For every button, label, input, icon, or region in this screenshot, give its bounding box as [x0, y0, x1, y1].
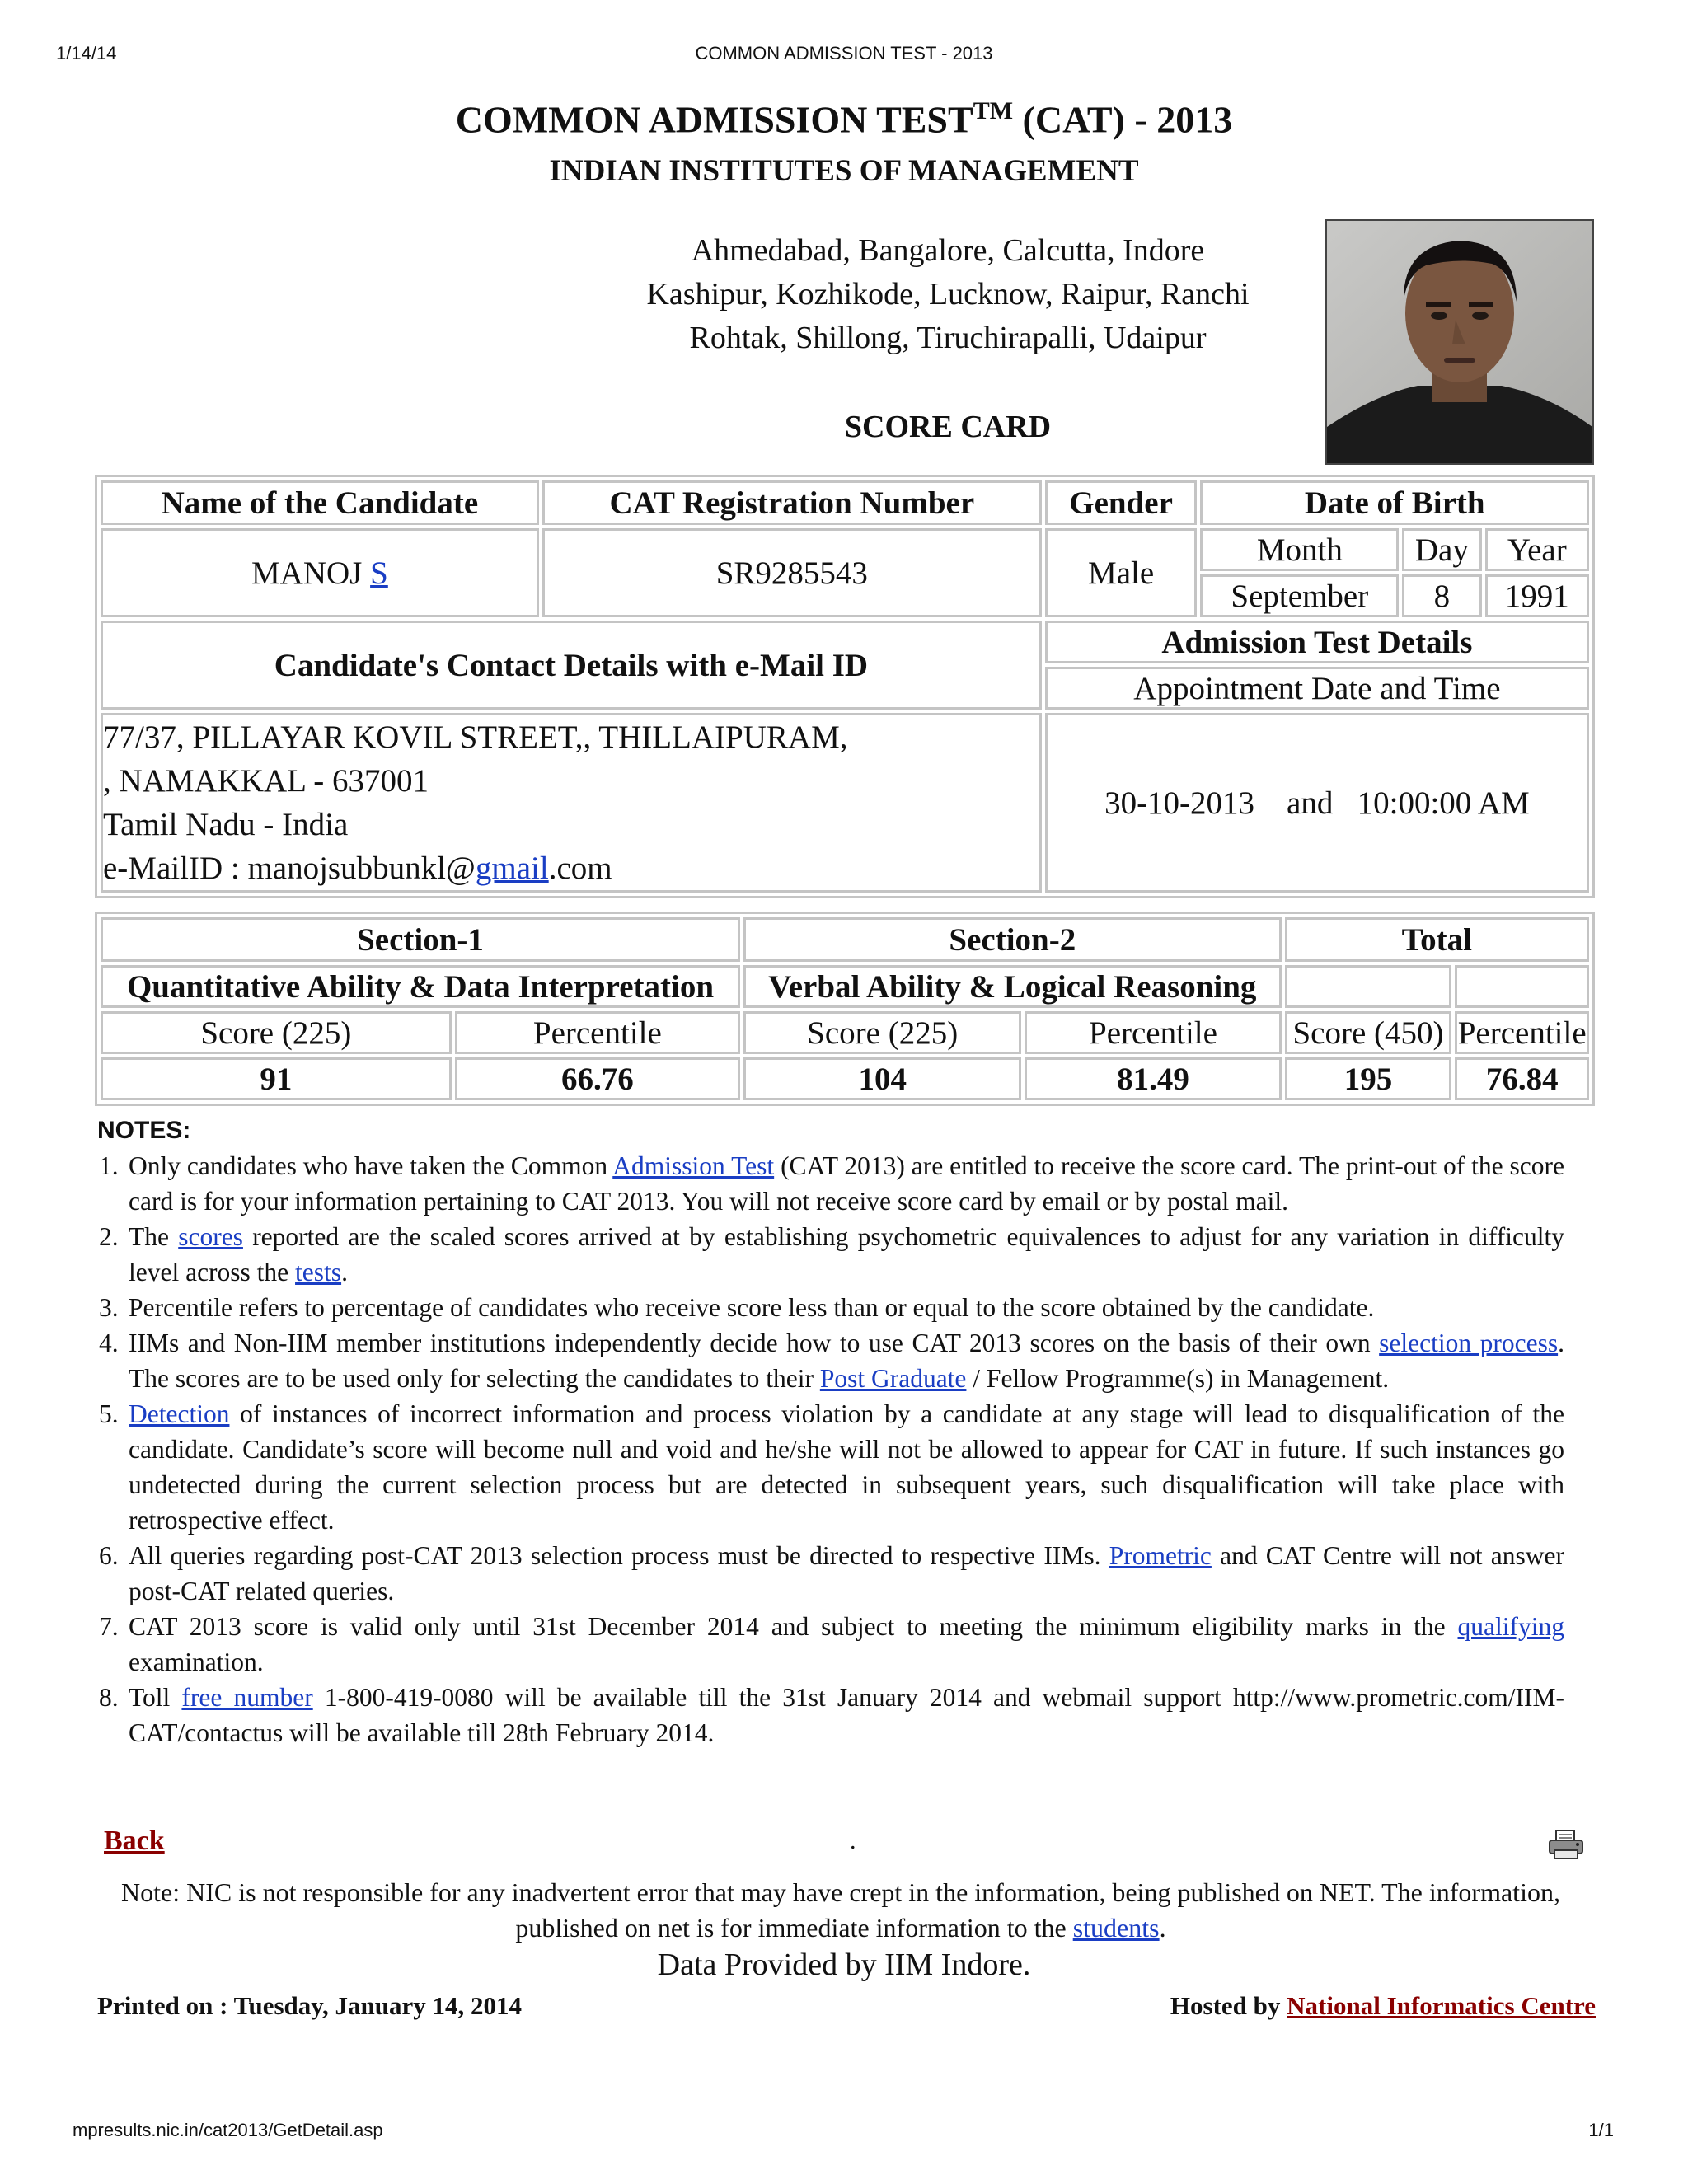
- dob-year: 1991: [1485, 574, 1589, 617]
- appointment-header: Appointment Date and Time: [1045, 667, 1589, 710]
- hdr-day: Day: [1402, 528, 1481, 571]
- hdr-percentile-s1: Percentile: [455, 1011, 740, 1054]
- address-line: , NAMAKKAL - 637001: [103, 763, 429, 799]
- qualifying-link[interactable]: qualifying: [1457, 1612, 1564, 1641]
- back-link[interactable]: Back: [104, 1825, 165, 1856]
- title-sup: TM: [973, 97, 1014, 124]
- candidate-name: [101, 528, 539, 617]
- dob-day: 8: [1402, 574, 1481, 617]
- title-main: COMMON ADMISSION TEST: [455, 98, 973, 141]
- title-tail: (CAT) - 2013: [1013, 98, 1233, 141]
- contact-header: Candidate's Contact Details with e-Mail ID: [101, 621, 1042, 710]
- page-subtitle: INDIAN INSTITUTES OF MANAGEMENT: [549, 154, 1139, 188]
- page-title: [0, 97, 1688, 141]
- separator-dot: .: [850, 1827, 856, 1854]
- hdr-name: Name of the Candidate: [101, 480, 539, 525]
- candidate-details-table: [95, 475, 1595, 898]
- notes-list: [97, 1148, 1564, 1750]
- disclaimer-text: Note: NIC is not responsible for any inadvertent error that may have crept in the information, being published on NET. The information, published on net is for immediate information to the: [121, 1877, 1560, 1943]
- note-item: 6. All queries regarding post-CAT 2013 selection process must be directed to respective IIMs. Prometric and CAT Centre will not answer post-CAT related queries.: [99, 1541, 1564, 1605]
- back-row: [104, 1825, 1587, 1867]
- hdr-score-total: Score (450): [1285, 1011, 1452, 1054]
- email-link[interactable]: gmail: [475, 851, 549, 886]
- note-item: 1. Only candidates who have taken the Common Admission Test (CAT 2013) are entitled to receive the score card. The print-out of the score card is for your information pertaining to CAT 2013. You will not receive score card by email or by postal mail.: [99, 1151, 1564, 1216]
- scores-link[interactable]: scores: [178, 1222, 243, 1251]
- selection-process-link[interactable]: selection process: [1379, 1329, 1559, 1357]
- print-title: COMMON ADMISSION TEST - 2013: [695, 43, 993, 63]
- s1-score: 91: [101, 1057, 452, 1100]
- candidate-name-link[interactable]: S: [370, 555, 388, 591]
- candidate-name-text: MANOJ: [251, 555, 371, 591]
- hdr-score-s2: Score (225): [743, 1011, 1021, 1054]
- scores-table: [95, 912, 1595, 1106]
- appointment-and: and: [1287, 785, 1334, 821]
- hosted-by: [1170, 1991, 1596, 2021]
- note-item: 2. The scores reported are the scaled scores arrived at by establishing psychometric equivalences to adjust for any variation in difficulty level across the tests.: [99, 1222, 1564, 1286]
- hdr-year: Year: [1485, 528, 1589, 571]
- disclaimer-end: .: [1159, 1913, 1166, 1943]
- section-1-name: Quantitative Ability & Data Interpretation: [101, 965, 740, 1008]
- section-2-header: Section-2: [743, 917, 1282, 962]
- appointment-time: 10:00:00 AM: [1357, 785, 1530, 821]
- institute-cities: [577, 229, 1319, 360]
- hdr-percentile-s2: Percentile: [1025, 1011, 1281, 1054]
- notes-heading: NOTES:: [97, 1117, 191, 1144]
- print-date: 1/14/14: [56, 43, 117, 63]
- note-item: 3. Percentile refers to percentage of candidates who receive score less than or equal to the score obtained by the candidate.: [99, 1293, 1375, 1322]
- print-footer: [0, 2120, 1688, 2153]
- total-header: Total: [1285, 917, 1589, 962]
- candidate-photo-image: [1327, 221, 1592, 463]
- hdr-percentile-total: Percentile: [1455, 1011, 1589, 1054]
- cities-line: Ahmedabad, Bangalore, Calcutta, Indore: [691, 233, 1205, 268]
- candidate-photo: [1325, 219, 1594, 465]
- dob-month: September: [1200, 574, 1399, 617]
- total-score: 195: [1285, 1057, 1452, 1100]
- hdr-registration: CAT Registration Number: [542, 480, 1042, 525]
- post-graduate-link[interactable]: Post Graduate: [819, 1364, 967, 1393]
- prometric-link[interactable]: Prometric: [1109, 1541, 1212, 1570]
- email-prefix: e-MailID : manojsubbunkl@: [103, 851, 476, 886]
- appointment-date: 30-10-2013: [1104, 785, 1255, 821]
- data-provided: Data Provided by IIM Indore.: [657, 1947, 1031, 1982]
- address-line: Tamil Nadu - India: [103, 807, 349, 842]
- cities-line: Kashipur, Kozhikode, Lucknow, Raipur, Ranchi: [646, 277, 1250, 312]
- admission-test-header: Admission Test Details: [1045, 621, 1589, 663]
- printer-icon[interactable]: [1546, 1829, 1586, 1860]
- print-header: [0, 43, 1688, 76]
- section-1-header: Section-1: [101, 917, 740, 962]
- admission-test-link[interactable]: Admission Test: [612, 1151, 775, 1180]
- hdr-score-s1: Score (225): [101, 1011, 452, 1054]
- nic-disclaimer: [115, 1875, 1566, 1946]
- registration-number: SR9285543: [542, 528, 1042, 617]
- free-number-link[interactable]: free number: [181, 1683, 313, 1712]
- email-line: [103, 846, 1039, 890]
- total-percentile: 76.84: [1455, 1057, 1589, 1100]
- s2-percentile: 81.49: [1025, 1057, 1281, 1100]
- note-item: 8. Toll free number 1-800-419-0080 will be available till the 31st January 2014 and webmail support http://www.prometric.com/IIM-CAT/contactus will be available till 28th February 2014.: [99, 1683, 1564, 1747]
- hosted-by-label: Hosted by: [1170, 1991, 1287, 2020]
- appointment-value: [1045, 713, 1589, 893]
- nic-link[interactable]: National Informatics Centre: [1287, 1991, 1596, 2020]
- s1-percentile: 66.76: [455, 1057, 740, 1100]
- note-item: 7. CAT 2013 score is valid only until 31st December 2014 and subject to meeting the minimum eligibility marks in the qualifying examination.: [99, 1612, 1564, 1676]
- email-suffix: .com: [548, 851, 612, 886]
- section-2-name: Verbal Ability & Logical Reasoning: [743, 965, 1282, 1008]
- hdr-dob: Date of Birth: [1200, 480, 1589, 525]
- address-line: 77/37, PILLAYAR KOVIL STREET,, THILLAIPURAM,: [103, 719, 848, 755]
- empty-cell: [1455, 965, 1589, 1008]
- score-card-title: SCORE CARD: [844, 410, 1052, 444]
- print-page-number: 1/1: [1588, 2120, 1614, 2140]
- students-link[interactable]: students: [1072, 1913, 1160, 1943]
- hdr-gender: Gender: [1045, 480, 1198, 525]
- note-item: 5. Detection of instances of incorrect information and process violation by a candidate at any stage will lead to disqualification of the candidate. Candidate’s score will become null and void and he/she will not be allowed to appear for CAT in future. If such instances go undetected during the current selection process but are detected in subsequent years, such disqualification will take place with retrospective effect.: [99, 1399, 1564, 1535]
- detection-link[interactable]: Detection: [129, 1399, 230, 1428]
- note-item: 4. IIMs and Non-IIM member institutions independently decide how to use CAT 2013 scores on the basis of their own selection process. The scores are to be used only for selecting the candidates to their Post Graduate / Fellow Programme(s) in Management.: [99, 1329, 1564, 1393]
- empty-cell: [1285, 965, 1452, 1008]
- gender-value: Male: [1045, 528, 1198, 617]
- tests-link[interactable]: tests: [295, 1258, 342, 1286]
- hdr-month: Month: [1200, 528, 1399, 571]
- print-url: mpresults.nic.in/cat2013/GetDetail.asp: [73, 2120, 383, 2140]
- s2-score: 104: [743, 1057, 1021, 1100]
- printed-on: Printed on : Tuesday, January 14, 2014: [97, 1991, 523, 2020]
- contact-address: [101, 713, 1042, 893]
- cities-line: Rohtak, Shillong, Tiruchirapalli, Udaipur: [689, 321, 1207, 355]
